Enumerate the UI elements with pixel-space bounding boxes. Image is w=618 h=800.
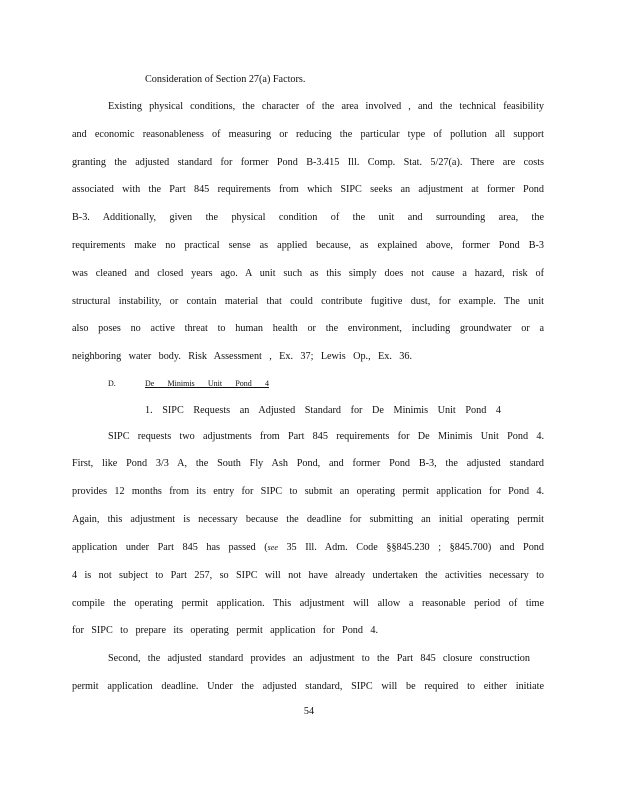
para1-line-7: was cleaned and closed years ago. A unit such as this simply does not cause a hazard, risk of [72, 268, 544, 279]
para2-line-1: SIPC requests two adjustments from Part 845 requirements for De Minimis Unit Pond 4. [108, 431, 544, 442]
cite-pre: application under Part 845 has passed ( [72, 542, 268, 553]
para3-line-1: Second, the adjusted standard provides an adjustment to the Part 845 closure construction [108, 653, 530, 664]
para2-line-3: provides 12 months from its entry for SIPC to submit an operating permit application for Pond 4. [72, 486, 544, 497]
section-letter: D. [108, 379, 116, 388]
para1-line-1: Existing physical conditions, the character of the area involved , and the technical feasibility [108, 101, 544, 112]
paragraph-heading: Consideration of Section 27(a) Factors. [145, 74, 306, 85]
page-number: 54 [303, 706, 315, 717]
section-title: De Minimis Unit Pond 4 [145, 379, 269, 388]
para1-line-8: structural instability, or contain material that could contribute fugitive dust, for example. The unit [72, 296, 544, 307]
cite-post: 35 Ill. Adm. Code §§845.230 ; §845.700) and Pond [277, 542, 544, 553]
para2-line-5 [72, 542, 544, 554]
para2-line-7: compile the operating permit application. This adjustment will allow a reasonable period of time [72, 598, 544, 609]
para1-line-6: requirements make no practical sense as applied because, as explained above, former Pond B-3 [72, 240, 544, 251]
para2-line-6: 4 is not subject to Part 257, so SIPC will not have already undertaken the activities necessary to [72, 570, 544, 581]
para1-line-10: neighboring water body. Risk Assessment , Ex. 37; Lewis Op., Ex. 36. [72, 351, 412, 362]
para1-line-9: also poses no active threat to human health or the environment, including groundwater or a [72, 323, 544, 334]
para2-line-8: for SIPC to prepare its operating permit application for Pond 4. [72, 625, 378, 636]
para1-line-5: B-3. Additionally, given the physical condition of the unit and surrounding area, the [72, 212, 544, 223]
para1-line-4: associated with the Part 845 requirements from which SIPC seeks an adjustment at former Pond [72, 184, 544, 195]
para2-line-2: First, like Pond 3/3 A, the South Fly Ash Pond, and former Pond B-3, the adjusted standard [72, 458, 544, 469]
para1-line-3: granting the adjusted standard for former Pond B-3.415 Ill. Comp. Stat. 5/27(a). There are costs [72, 157, 544, 168]
para1-line-2: and economic reasonableness of measuring or reducing the particular type of pollution all support [72, 129, 544, 140]
cite-see: see [267, 543, 278, 552]
para3-line-2: permit application deadline. Under the adjusted standard, SIPC will be required to either initiate [72, 681, 544, 692]
subheading: 1. SIPC Requests an Adjusted Standard for De Minimis Unit Pond 4 [145, 405, 501, 416]
para2-line-4: Again, this adjustment is necessary because the deadline for submitting an initial operating permit [72, 514, 544, 525]
